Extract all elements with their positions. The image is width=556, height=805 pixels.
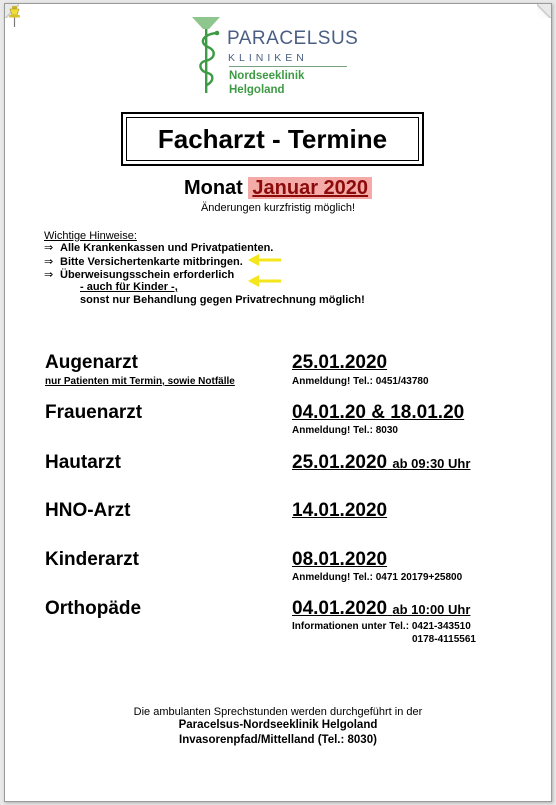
date-value: 25.01.2020	[292, 452, 388, 473]
specialty-name: Augenarzt	[45, 352, 138, 373]
hint-note-line2: sonst nur Behandlung gegen Privatrechnung möglich!	[80, 294, 365, 306]
page-curl-top-right	[537, 4, 551, 18]
appointment-date	[292, 402, 464, 424]
logo-brand-sub: KLINIKEN	[228, 52, 308, 64]
specialty-name: Orthopäde	[45, 598, 142, 619]
appointment-date	[292, 452, 470, 474]
month-label: Monat	[183, 177, 243, 199]
left-arrow-icon	[247, 252, 283, 268]
hint-note-line1: - auch für Kinder -,	[80, 281, 178, 293]
logo-location-line2: Helgoland	[229, 84, 285, 96]
date-value: 14.01.2020	[292, 500, 388, 521]
date-value: 04.01.2020	[292, 598, 388, 619]
specialty-name: Kinderarzt	[45, 549, 139, 570]
pushpin-icon	[6, 6, 22, 28]
footer-address: Invasorenpfad/Mittelland (Tel.: 8030)	[179, 734, 377, 746]
specialty-note: nur Patienten mit Termin, sowie Notfälle	[45, 376, 235, 387]
specialty-name: Hautarzt	[45, 452, 122, 473]
hint-item	[44, 255, 243, 268]
contact-info: Informationen unter Tel.: 0421-343510	[292, 621, 471, 632]
page-title: Facharzt - Termine	[126, 117, 419, 161]
logo-brand-name: PARACELSUS	[227, 28, 359, 49]
hint-text: Bitte Versichertenkarte mitbringen.	[60, 256, 243, 268]
appointment-date	[292, 598, 470, 620]
specialty-name: HNO-Arzt	[45, 500, 131, 521]
date-value: 04.01.20 & 18.01.20	[292, 402, 465, 423]
footer-clinic-name: Paracelsus-Nordseeklinik Helgoland	[178, 719, 378, 731]
title-frame	[121, 112, 424, 166]
hint-text: Überweisungsschein erforderlich	[60, 269, 235, 281]
date-suffix: ab 09:30 Uhr	[392, 456, 471, 471]
date-suffix: ab 10:00 Uhr	[392, 602, 471, 617]
month-line	[0, 177, 556, 200]
appointment-date	[292, 549, 387, 571]
specialty-name: Frauenarzt	[45, 402, 143, 423]
date-value: 08.01.2020	[292, 549, 388, 570]
date-value: 25.01.2020	[292, 352, 388, 373]
contact-info: Anmeldung! Tel.: 0471 20179+25800	[292, 572, 463, 583]
hint-item	[44, 268, 234, 281]
appointment-date	[292, 352, 387, 374]
contact-info: Anmeldung! Tel.: 0451/43780	[292, 376, 429, 387]
implies-arrow-icon: ⇒	[44, 269, 54, 281]
hint-item	[44, 241, 273, 254]
hint-text: Alle Krankenkassen und Privatpatienten.	[60, 242, 274, 254]
hints-title: Wichtige Hinweise:	[44, 230, 137, 242]
contact-info-extra: 0178-4115561	[412, 634, 476, 645]
logo-divider	[229, 66, 347, 67]
implies-arrow-icon: ⇒	[44, 256, 54, 268]
logo-location-line1: Nordseeklinik	[229, 70, 305, 82]
left-arrow-icon	[247, 273, 283, 289]
month-note: Änderungen kurzfristig möglich!	[200, 202, 356, 214]
implies-arrow-icon: ⇒	[44, 242, 54, 254]
footer-line1: Die ambulanten Sprechstunden werden durchgeführt in der	[133, 706, 423, 718]
month-value: Januar 2020	[248, 177, 372, 199]
appointment-date	[292, 500, 387, 522]
contact-info: Anmeldung! Tel.: 8030	[292, 425, 398, 436]
